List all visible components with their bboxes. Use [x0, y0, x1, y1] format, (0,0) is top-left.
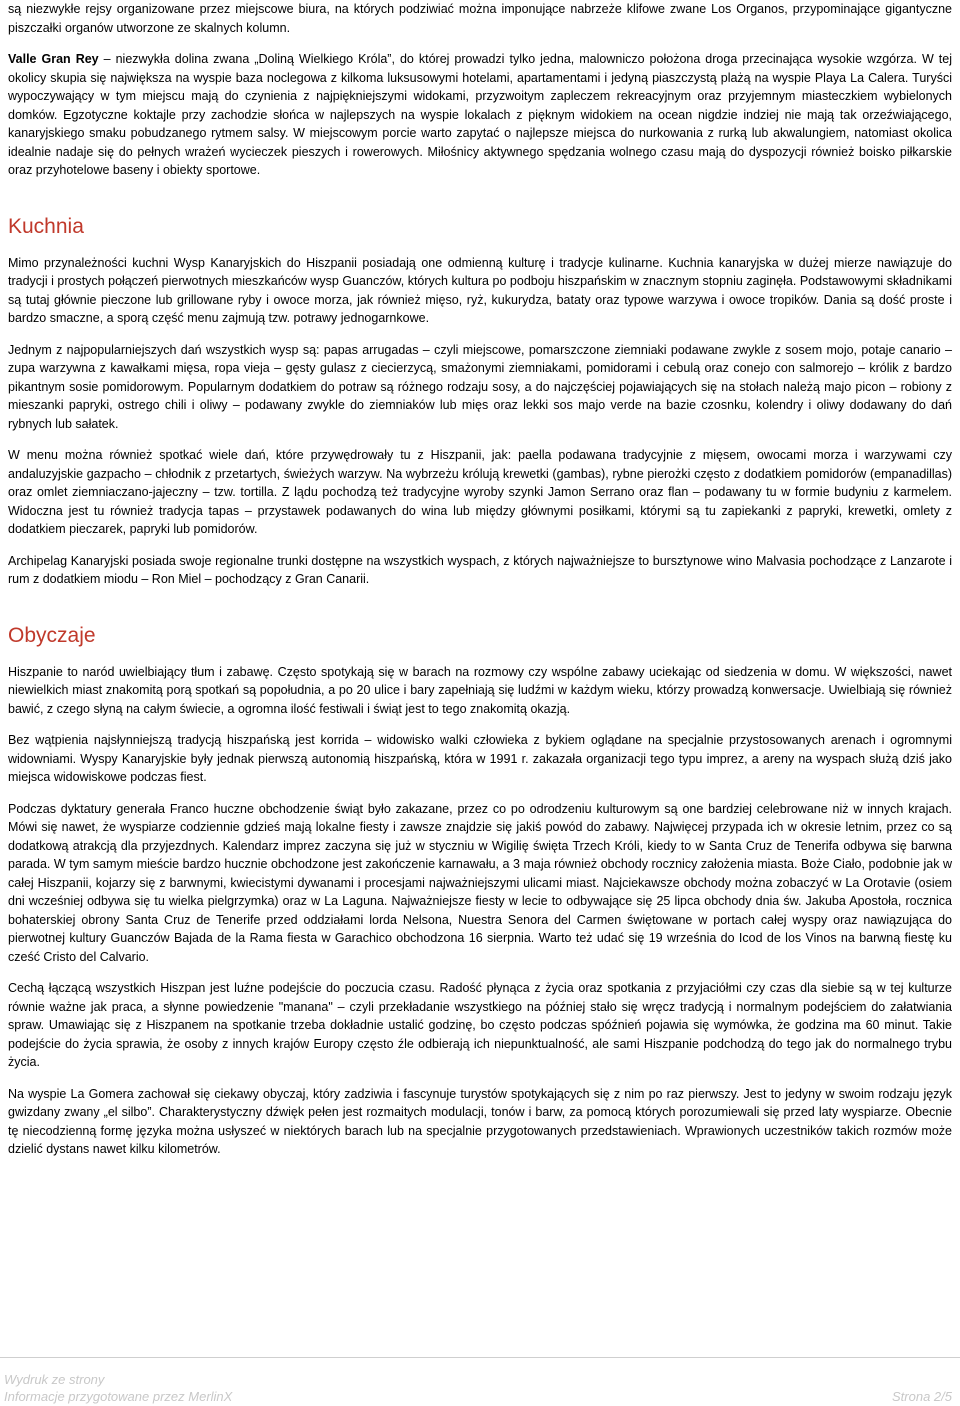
page-number: Strona 2/5	[892, 1389, 952, 1404]
footer-divider	[0, 1357, 960, 1358]
footer-print-note: Wydruk ze strony	[4, 1372, 105, 1387]
obyczaje-paragraph-2: Bez wątpienia najsłynniejszą tradycją hiszpańską jest korrida – widowisko walki człowieka z bykiem oglądane na specjalnie przystosowanych arenach i ogromnymi widowniami. Wyspy Kanaryjskie były jednak pierwszą autonomią hiszpańską, która w 1991 r. zakazała organizacji tego typu imprez, a areny na wyspach służą dziś jako miejsca widowiskowe podczas fiest.	[8, 733, 952, 784]
kuchnia-paragraph-4: Archipelag Kanaryjski posiada swoje regionalne trunki dostępne na wszystkich wyspach, z których najważniejsze to bursztynowe wino Malvasia pochodzące z Lanzarote i rum z dodatkiem miodu – Ron Miel – pochodzący z Gran Canarii.	[8, 553, 952, 586]
obyczaje-paragraph-3: Podczas dyktatury generała Franco huczne obchodzenie świąt było zakazane, przez co po odrodzeniu kulturowym są one bardziej celebrowane niż w innych krajach. Mówi się nawet, że wyspiarze codziennie gdzieś mają lokalne fiesty i zawsze znajdzie się jakiś powód do zabawy. Najwięcej przypada ich w okresie letnim, przez co są dodatkową atrakcją dla przyjezdnych. Kalendarz imprez zaczyna się już w styczniu w Wigilię święta Trzech Króli, kiedy to w Santa Cruz de Tenerifa odbywa się barwna parada. W tym samym mieście bardzo hucznie obchodzone jest zakończenie karnawału, a 3 maja również obchody rocznicy założenia miasta. Boże Ciało, podobnie jak w całej Hiszpanii, kojarzy się z barwnymi, kwiecistymi dywanami i procesjami najważniejszymi ulicami miast. Najciekawsze obchody można zobaczyć w La Orotavie (osiem dni wcześniej odbywa się tu wielka pielgrzymka) oraz w La Laguna. Najważniejsze fiesty w lecie to odbywające się 25 lipca obchody dnia św. Jakuba Apostoła, rocznica bohaterskiej obrony Santa Cruz de Tenerife przed oddziałami lorda Nelsona, Nuestra Senora del Carmen świętowane w portach całej wyspy oraz nawiązująca do pierwotnej kultury Guanczów Bajada de la Rama fiesta w Garachico obchodzona 16 sierpnia. Warto też udać się 19 września do Icod de los Vinos na barwną fiestę ku cześć Cristo del Calvario.	[8, 801, 952, 964]
obyczaje-paragraph-4: Cechą łączącą wszystkich Hiszpan jest luźne podejście do poczucia czasu. Radość płynąca z życia oraz spotkania z przyjaciółmi czy czas dla siebie są w tej kulturze równie ważne jak praca, a słynne powiedzenie "manana" – czyli przekładanie wszystkiego na później stało się wręcz tradycją i normalnym podejściem do załatwiania spraw. Umawiając się z Hiszpanem na spotkanie trzeba dokładnie ustalić godzinę, bo często podczas spóźnień pojawia się wymówka, że godzina ma 60 minut. Takie podejście do życia sprawia, że osoby z innych krajów Europy często źle odbierają ich niepunktualność, ale sami Hiszpanie podchodzą do tego jak do normalnego trybu życia.	[8, 981, 952, 1069]
kuchnia-paragraph-2: Jednym z najpopularniejszych dań wszystkich wysp są: papas arrugadas – czyli miejscowe, pomarszczone ziemniaki podawane zwykle z sosem mojo, potaje canario – zupa warzywna z kawałkami mięsa, ropa vieja – gęsty gulasz z ciecierzycą, smażonymi ziemniakami, pomidorami i cebulą oraz conejo con salmorejo – królik z bardzo pikantnym sosie pomidorowym. Popularnym dodatkiem do potraw są różnego rodzaju sosy, a do najczęściej pojawiających się na stołach należą majo picon – robiony z mieszanki papryki, ostrego chili i oliwy – podawany zwykle do ziemniaków lub mięs oraz lekki sos majo verde na bazie czosnku, kolendry i oliwy dodawany do dań rybnych lub sałatek.	[8, 342, 952, 431]
kuchnia-heading: Kuchnia	[8, 214, 84, 238]
footer-source: Informacje przygotowane przez MerlinX	[4, 1389, 233, 1404]
document-body	[8, 0, 952, 1159]
obyczaje-heading: Obyczaje	[8, 623, 96, 647]
obyczaje-paragraph-5: Na wyspie La Gomera zachował się ciekawy obyczaj, który zadziwia i fascynuje turystów spotykających się z nim po raz pierwszy. Jest to jedyny w swoim rodzaju język gwizdany zwany „el silbo”. Charakterystyczny dźwięk pełen jest rozmaitych modulacji, tonów i barw, za pomocą których porozumiewali się przed laty wyspiarze. Obecnie tę niecodzienną formę języka można usłyszeć w niektórych barach lub na specjalnie przygotowanych przedstawieniach. Wprawionych uczestników takich rozmów może dzielić dystans nawet kilku kilometrów.	[8, 1086, 952, 1156]
valle-gran-rey-title: Valle Gran Rey	[8, 52, 99, 66]
intro-paragraph: są niezwykłe rejsy organizowane przez miejscowe biura, na których podziwiać można imponujące nabrzeże klifowe zwane Los Organos, przypominające gigantyczne piszczałki organów utworzone ze skalnych kolumn.	[8, 2, 952, 35]
obyczaje-paragraph-1: Hiszpanie to naród uwielbiający tłum i zabawę. Często spotykają się w barach na rozmowy czy wspólne zabawy uciekając od siedzenia w domu. W większości, nawet niewielkich miast znakomitą porą spotkań są popołudnia, a po 20 ulice i bary zapełniają się ludźmi w każdym wieku, którzy prowadzą konwersacje. Uwielbiają się również bawić, z czego słyną na całym świecie, a ogromna ilość festiwali i świąt jest to tego znakomitą okazją.	[8, 664, 952, 716]
valle-gran-rey-text: – niezwykła dolina zwana „Doliną Wielkiego Króla”, do której prowadzi tylko jedna, malowniczo położona droga przecinająca wysokie wzgórza. W tej okolicy skupia się największa na wyspie baza noclegowa z kilkoma luksusowymi hotelami, apartamentami i jedyną piaszczystą plażą na wyspie Playa La Calera. Turyści wypoczywający w tym miejscu mają do czynienia z najpiękniejszymi widokami, przyzwoitym zapleczem rekreacyjnym oraz przyjemnym miasteczkiem wybielonych domków. Egzotyczne koktajle przy zachodzie słońca w najlepszych na wyspie lokalach z pięknym widokiem na ocean nigdzie indziej nie mają tak orzeźwiającego, kanaryjskiego smaku pobudzanego rytmem salsy. W miejscowym porcie warto zapytać o najlepsze miejsca do nurkowania z rurką lub akwalungiem, natomiast okolica idealnie nadaje się do pełnych wrażeń wycieczek pieszych i rowerowych. Miłośnicy aktywnego spędzania wolnego czasu mają do dyspozycji również boisko piłkarskie oraz przyhotelowe baseny i obiekty sportowe.	[8, 52, 952, 177]
footer-info	[4, 1389, 952, 1404]
valle-gran-rey-paragraph	[8, 50, 952, 180]
kuchnia-paragraph-1: Mimo przynależności kuchni Wysp Kanaryjskich do Hiszpanii posiadają one odmienną kulturę i tradycje kulinarne. Kuchnia kanaryjska w dużej mierze nawiązuje do tradycji i prostych połączeń pierwotnych mieszkańców wysp Guanczów, których kultura po podboju hiszpańskim w znacznym stopniu zaginęła. Podstawowymi składnikami są tutaj głównie pieczone lub grillowane ryby i owoce morza, jak również mięso, ryż, kukurydza, bataty oraz typowe warzywa i owoce tropików. Dania są dość proste i bardzo smaczne, a sporą część menu zajmują tzw. potrawy jednogarnkowe.	[8, 255, 952, 325]
kuchnia-paragraph-3: W menu można również spotkać wiele dań, które przywędrowały tu z Hiszpanii, jak: paella podawana tradycyjnie z mięsem, owocami morza i warzywami czy andaluzyjskie gazpacho – chłodnik z przetartych, świeżych warzyw. Na wybrzeżu królują krewetki (gambas), rybne pierożki często z dodatkiem pomidorów (empanadillas) oraz omlet ziemniaczano-jajeczny – tzw. tortilla. Z lądu pochodzą też tradycyjne wyroby szynki Jamon Serrano oraz flan – podawany tu w formie budyniu z karmelem. Widoczna jest tu również tradycja tapas – przystawek podawanych do wina lub między głównymi posiłkami, którymi są tu zapiekanki z papryki, krewetki, omlety z dodatkiem pieczarek, papryki lub pomidorów.	[8, 448, 952, 536]
